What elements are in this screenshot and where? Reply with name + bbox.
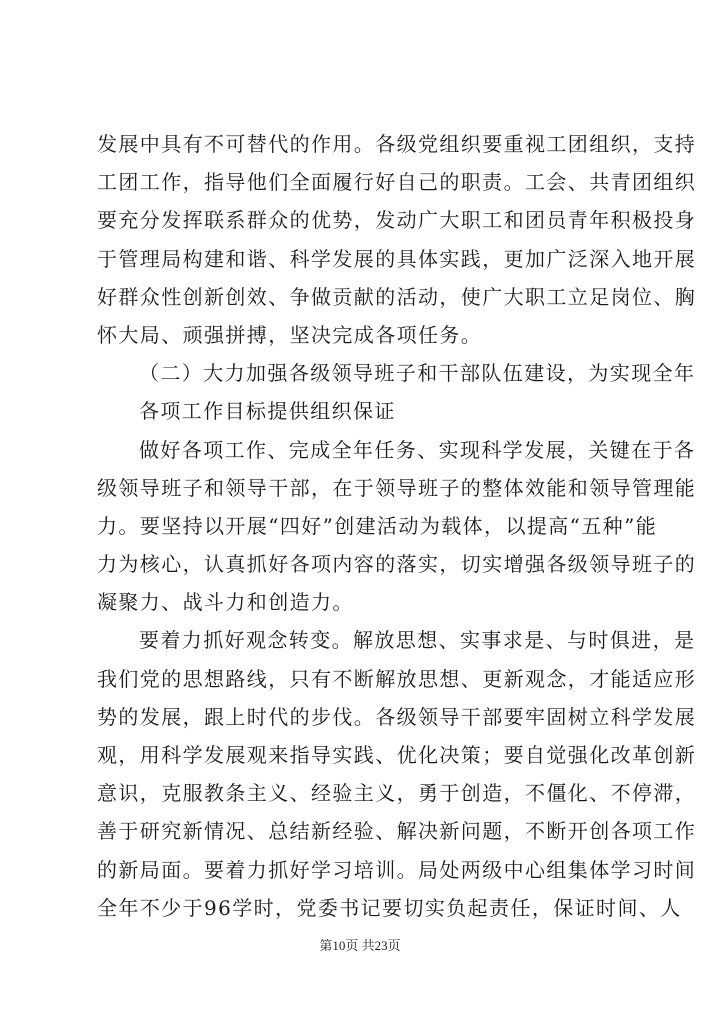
text-line: 怀大局、顽强拼搏，坚决完成各项任务。 (97, 322, 483, 347)
page-number: 第10页 共23页 (319, 938, 401, 953)
text-line: 好群众性创新创效、争做贡献的活动，使广大职工立足岗位、胸 (97, 284, 697, 309)
text-line: 工团工作，指导他们全面履行好自己的职责。工会、共青团组织 (97, 170, 697, 195)
text-line: 凝聚力、战斗力和创造力。 (97, 590, 354, 615)
text-line: 的新局面。要着力抓好学习培训。局处两级中心组集体学习时间 (97, 857, 697, 882)
text-line: 势的发展，跟上时代的步伐。各级领导干部要牢固树立科学发展 (97, 704, 697, 729)
text-line: 要着力抓好观念转变。解放思想、实事求是、与时俱进，是 (139, 628, 696, 653)
text-line: 善于研究新情况、总结新经验、解决新问题，不断开创各项工作 (97, 819, 697, 844)
text-line: 力。要坚持以开展“四好”创建活动为载体，以提高“五种”能 (97, 513, 658, 538)
text-line: 全年不少于96学时，党委书记要切实负起责任，保证时间、人 (97, 895, 682, 920)
text-line: 发展中具有不可替代的作用。各级党组织要重视工团组织，支持 (97, 132, 697, 156)
section-heading: （二）大力加强各级领导班子和干部队伍建设，为实现全年 (139, 361, 696, 386)
text-line: 级领导班子和领导干部，在于领导班子的整体效能和领导管理能 (97, 475, 697, 500)
text-line: 做好各项工作、完成全年任务、实现科学发展，关键在于各 (139, 437, 696, 462)
body-text (97, 125, 697, 927)
text-line: 于管理局构建和谐、科学发展的具体实践，更加广泛深入地开展 (97, 246, 697, 271)
text-line: 要充分发挥联系群众的优势，发动广大职工和团员青年积极投身 (97, 208, 697, 233)
text-line: 意识，克服教条主义、经验主义，勇于创造，不僵化、不停滞， (97, 781, 697, 806)
section-heading: 各项工作目标提供组织保证 (139, 399, 396, 424)
text-line: 我们党的思想路线，只有不断解放思想、更新观念，才能适应形 (97, 666, 697, 691)
text-line: 力为核心，认真抓好各项内容的落实，切实增强各级领导班子的 (97, 552, 697, 577)
text-line: 观，用科学发展观来指导实践、优化决策；要自觉强化改革创新 (97, 743, 697, 767)
